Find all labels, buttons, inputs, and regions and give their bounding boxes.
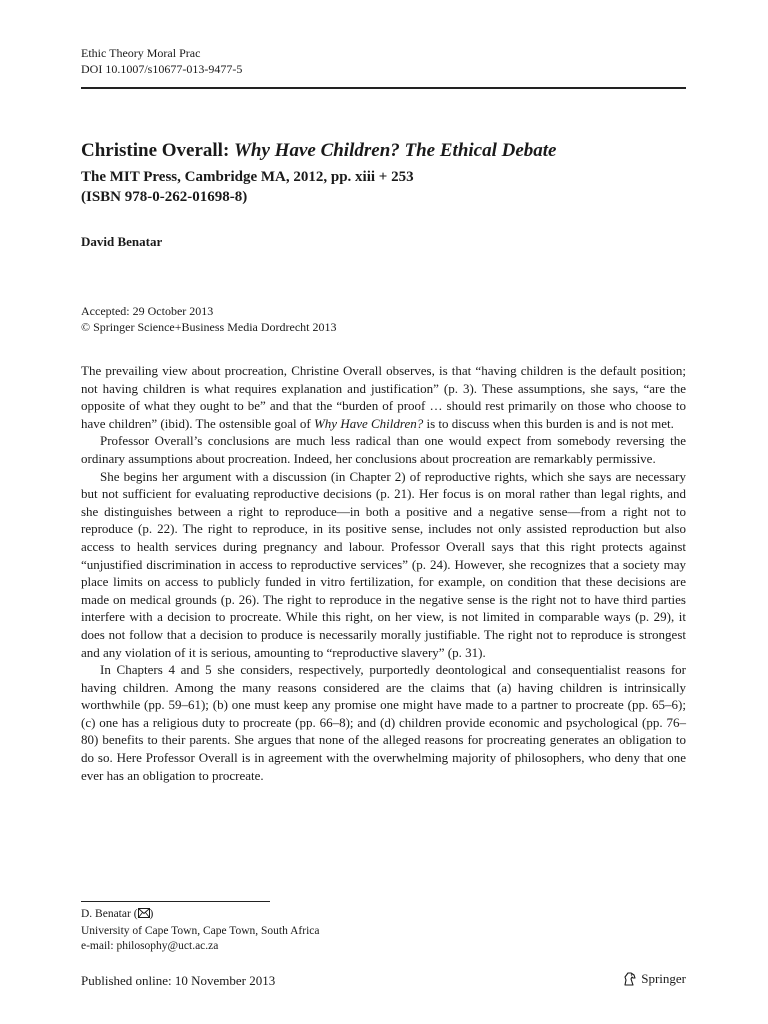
journal-name: Ethic Theory Moral Prac (81, 46, 201, 60)
footnote-name: D. Benatar ( (81, 908, 138, 920)
paragraph-3: She begins her argument with a discussion (in Chapter 2) of reproductive rights, which she says are necessary but not sufficient for evaluating reproductive decisions (p. 21). Her focus is on moral rather than legal rights, and she distinguishes between a right to reproduce—in both a positive and a negative sense—from a right not to reproduce (p. 22). The right to reproduce, in its positive sense, includes not only assisted reproduction but also access to health services during pregnancy and labour. Professor Overall says that this right protects against “unjustified discrimination in access to reproductive services” (p. 24). However, she recognizes that a society may place limits on access to publicly funded in vitro fertilization, for example, on condition that these decisions are made on medical grounds (p. 26). The right to reproduce in the negative sense is the right not to have third parties interfere with a decision to procreate. While this right, on her view, is not limited in comparable ways (p. 29), it does not follow that a decision to produce is necessarily morally justifiable. The right not to reproduce is strongest and any violation of it is serious, amounting to “reproductive slavery” (p. 31). (81, 468, 686, 660)
footnote-name-line (81, 907, 319, 924)
envelope-icon (138, 908, 150, 924)
article-meta (81, 303, 337, 335)
paragraph-4: In Chapters 4 and 5 she considers, respectively, purportedly deontological and consequentialist reasons for having children. Among the many reasons considered are the claims that (a) having children is intrinsically worthwhile (pp. 59–61); (b) one must keep any promise one might have made to a partner to procreate (pp. 65–6); (c) one has a religious duty to procreate (pp. 66–8); and (d) children provide economic and psychological (pp. 76–80) benefits to their parents. She argues that none of the alleged reasons for procreating generates an obligation to do so. Here Professor Overall is in agreement with the overwhelming majority of philosophers, who deny that one ever has an obligation to procreate. (81, 662, 686, 783)
book-title: Why Have Children? The Ethical Debate (234, 140, 557, 161)
copyright: © Springer Science+Business Media Dordrecht 2013 (81, 320, 337, 334)
header-rule (81, 87, 686, 89)
reviewer-name: David Benatar (81, 234, 163, 249)
publisher-line: The MIT Press, Cambridge MA, 2012, pp. xiii + 253 (81, 169, 414, 185)
springer-horse-icon (622, 971, 638, 987)
accepted-date: Accepted: 29 October 2013 (81, 304, 214, 318)
published-date: Published online: 10 November 2013 (81, 973, 276, 988)
journal-header (81, 45, 242, 77)
article-subtitle (81, 167, 414, 207)
isbn-line: (ISBN 978-0-262-01698-8) (81, 189, 248, 205)
paragraph-1 (81, 362, 686, 432)
paragraph-1-italic: Why Have Children? (313, 415, 424, 431)
article-title (81, 140, 557, 162)
paragraph-2: Professor Overall’s conclusions are much less radical than one would expect from somebody reversing the ordinary assumptions about procreation. Indeed, her conclusions about procreation are remarkably permissive. (81, 433, 686, 466)
springer-wordmark: Springer (641, 971, 686, 986)
article-body (81, 362, 686, 784)
paragraph-1-text-b: is to discuss when this burden is and is not met. (423, 415, 674, 431)
email[interactable]: e-mail: philosophy@uct.ac.za (81, 940, 219, 952)
affiliation: University of Cape Town, Cape Town, South Africa (81, 924, 320, 937)
author-footnote (81, 907, 319, 955)
paragraph-1-text-a: The prevailing view about procreation, Christine Overall observes, is that “having children is the default position; not having children is what requires explanation and justification” (p. 3). These assumptions, she says, “are the opposite of what they ought to be” and that the “burden of proof … should rest primarily on those who choose to have children” (ibid). The ostensible goal of (81, 363, 686, 431)
footnote-name-close: ) (149, 908, 154, 920)
doi: DOI 10.1007/s10677-013-9477-5 (81, 62, 243, 76)
footnote-rule (81, 901, 270, 902)
springer-logo (622, 971, 686, 987)
title-author: Christine Overall: (81, 140, 235, 161)
article-page (81, 0, 686, 1024)
